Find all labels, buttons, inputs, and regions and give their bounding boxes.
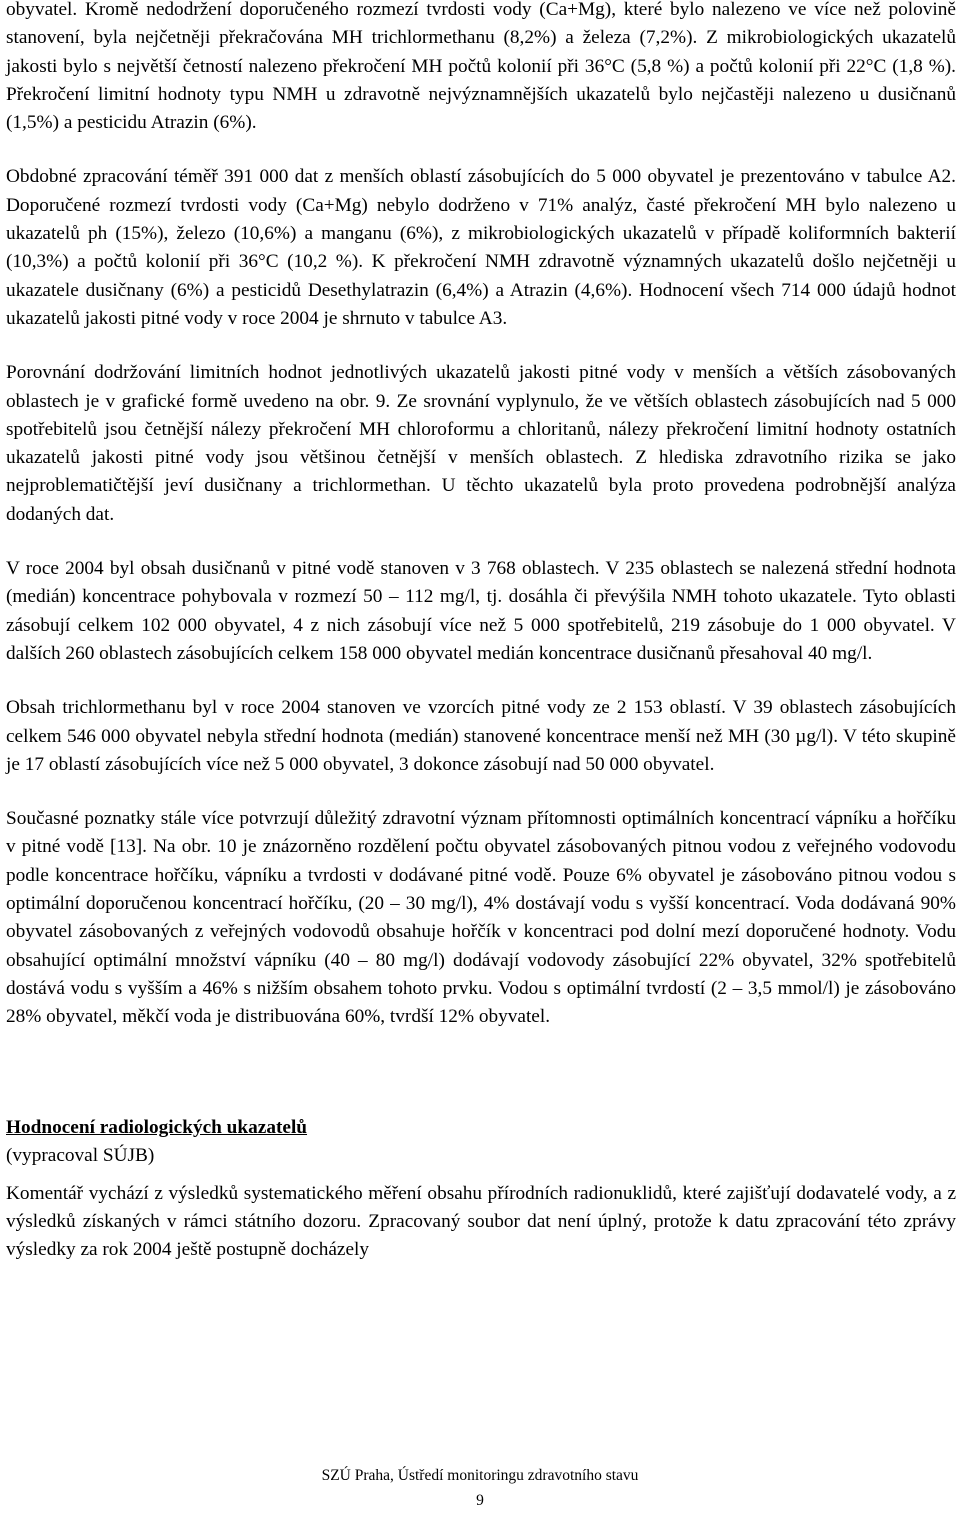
- section-subheading: (vypracoval SÚJB): [6, 1144, 155, 1166]
- footer-organization: SZÚ Praha, Ústředí monitoringu zdravotního stavu: [321, 1467, 639, 1484]
- paragraph-2: Obdobné zpracování téměř 391 000 dat z menších oblastí zásobujících do 5 000 obyvatel je prezentováno v tabulce A2. Doporučené rozmezí tvrdosti vody (Ca+Mg) nebylo dodrženo v 71% analýz, časté překročení MH bylo nalezeno u ukazatelů ph (15%), železo (10,6%) a manganu (6%), z mikrobiologických ukazatelů v případě koliformních bakterií (10,3%) a počtů kolonií při 36°C (10,2 %). K překročení NMH zdravotně významných ukazatelů došlo nejčetněji u ukazatele dusičnany (6%) a pesticidů Desethylatrazin (6,4%) a Atrazin (4,6%). Hodnocení všech 714 000 údajů hodnot ukazatelů jakosti pitné vody v roce 2004 je shrnuto v tabulce A3.: [6, 166, 956, 329]
- paragraph-1: obyvatel. Kromě nedodržení doporučeného rozmezí tvrdosti vody (Ca+Mg), které bylo nalezeno ve více než polovině stanovení, byla nejčetněji překračována MH trichlormethanu (8,2%) a železa (7,2%). Z mikrobiologických ukazatelů jakosti bylo s největší četností nalezeno překročení MH počtů kolonií při 36°C (5,8 %) a počtů kolonií při 22°C (1,8 %). Překročení limitní hodnoty typu NMH u zdravotně nejvýznamnějších ukazatelů bylo nejčastěji nalezeno u dusičnanů (1,5%) a pesticidu Atrazin (6%).: [6, 0, 956, 134]
- paragraph-3: Porovnání dodržování limitních hodnot jednotlivých ukazatelů jakosti pitné vody v menších a větších zásobovaných oblastech je v grafické formě uvedeno na obr. 9. Ze srovnání vyplynulo, že ve větších oblastech zásobujících nad 5 000 spotřebitelů jsou četnější nálezy překročení MH chloroformu a chloritanů, nálezy překročení limitní hodnoty ostatních ukazatelů jakosti pitné vody jsou většinou četnější v menších oblastech. Z hlediska zdravotního rizika se jako nejproblematičtější jeví dusičnany a trichlormethan. U těchto ukazatelů byla proto provedena podrobnější analýza dodaných dat.: [6, 362, 956, 525]
- paragraph-5: Obsah trichlormethanu byl v roce 2004 stanoven ve vzorcích pitné vody ze 2 153 oblastí. V 39 oblastech zásobujících celkem 546 000 obyvatel nebyla střední hodnota (medián) stanovené koncentrace menší než MH (30 µg/l). V této skupině je 17 oblastí zásobujících více než 5 000 obyvatel, 3 dokonce zásobují nad 50 000 obyvatel.: [6, 697, 956, 775]
- spacer: [6, 668, 956, 694]
- spacer: [6, 137, 956, 163]
- paragraph-6: Současné poznatky stále více potvrzují důležitý zdravotní význam přítomnosti optimálních koncentrací vápníku a hořčíku v pitné vodě [13]. Na obr. 10 je znázorněno rozdělení počtu obyvatel zásobovaných pitnou vodou z veřejného vodovodu podle koncentrace hořčíku, vápníku a tvrdosti v dodávané pitné vodě. Pouze 6% obyvatel je zásobováno pitnou vodou s optimální doporučenou koncentrací hořčíku, (20 – 30 mg/l), 4% dostávají vodu s vyšší koncentrací. Voda dodávaná 90% obyvatel zásobovaných z veřejných vodovodů obsahuje hořčík v koncentraci pod dolní mezí doporučené hodnoty. Vodu obsahující optimální množství vápníku (40 – 80 mg/l) dodávají vodovody zásobující 22% obyvatel, 32% spotřebitelů dostává vodu s vyšším a 46% s nižším obsahem tohoto prvku. Vodou s optimální tvrdostí (2 – 3,5 mmol/l) je zásobováno 28% obyvatel, měkčí voda je distribuována 60%, tvrdší 12% obyvatel.: [6, 808, 956, 1028]
- page-number: 9: [476, 1492, 484, 1509]
- section-heading: Hodnocení radiologických ukazatelů: [6, 1116, 308, 1138]
- paragraph-4: V roce 2004 byl obsah dusičnanů v pitné vodě stanoven v 3 768 oblastech. V 235 oblastech se nalezená střední hodnota (medián) koncentrace pohybovala v rozmezí 50 – 112 mg/l, tj. dosáhla či převýšila NMH tohoto ukazatele. Tyto oblasti zásobují celkem 102 000 obyvatel, 4 z nich zásobují více než 5 000 spotřebitelů, 219 zásobuje do 1 000 obyvatel. V dalších 260 oblastech zásobujících celkem 158 000 obyvatel medián koncentrace dusičnanů přesahoval 40 mg/l.: [6, 558, 956, 664]
- section-paragraph: Komentář vychází z výsledků systematického měření obsahu přírodních radionuklidů, které zajišťují dodavatelé vody, a z výsledků získaných v rámci státního dozoru. Zpracovaný soubor dat není úplný, protože k datu zpracování této zprávy výsledky za rok 2004 ještě postupně docházely: [6, 1182, 956, 1261]
- spacer: [6, 1032, 956, 1114]
- spacer: [6, 529, 956, 555]
- spacer: [6, 333, 956, 359]
- document-page: [6, 0, 956, 1264]
- spacer: [6, 779, 956, 805]
